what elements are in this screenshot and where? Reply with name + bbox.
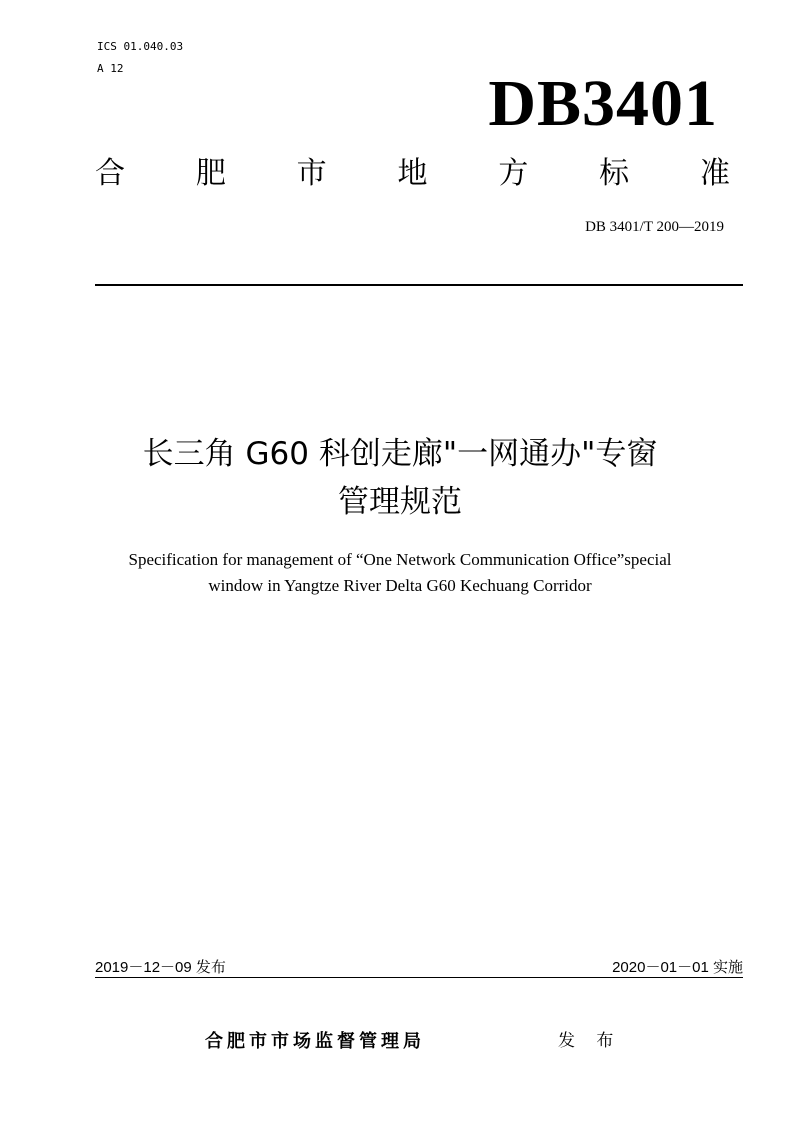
- standard-type-char: 地: [397, 156, 428, 191]
- footer-divider: [95, 977, 743, 978]
- document-title-en: [0, 547, 800, 599]
- issuing-authority: 合肥市市场监督管理局: [205, 1031, 425, 1052]
- standard-type-char: 合: [95, 156, 125, 191]
- ccs-code: A 12: [97, 62, 124, 75]
- standard-type-char: 肥: [195, 156, 226, 191]
- standard-type: [95, 152, 730, 196]
- publish-label: 发 布: [558, 1031, 622, 1051]
- document-title-zh: [0, 430, 800, 526]
- standard-type-char: 准: [699, 156, 730, 191]
- title-en-line: window in Yangtze River Delta G60 Kechuang Corridor: [208, 576, 592, 595]
- ics-code: ICS 01.040.03: [97, 40, 184, 53]
- standard-number: DB 3401/T 200—2019: [585, 219, 724, 235]
- issue-date: 2019－12－09 发布: [95, 959, 226, 976]
- title-zh-line: 管理规范: [338, 484, 462, 520]
- header-divider: [95, 284, 743, 286]
- standard-code-logo: DB3401: [488, 67, 718, 140]
- standard-type-char: 方: [498, 156, 529, 191]
- standard-type-char: 市: [296, 156, 327, 191]
- implementation-date: 2020－01－01 实施: [612, 959, 743, 976]
- standard-type-char: 标: [599, 156, 630, 191]
- title-zh-line: 长三角 G60 科创走廊"一网通办"专窗: [142, 436, 658, 472]
- title-en-line: Specification for management of “One Network Communication Office”special: [128, 550, 672, 569]
